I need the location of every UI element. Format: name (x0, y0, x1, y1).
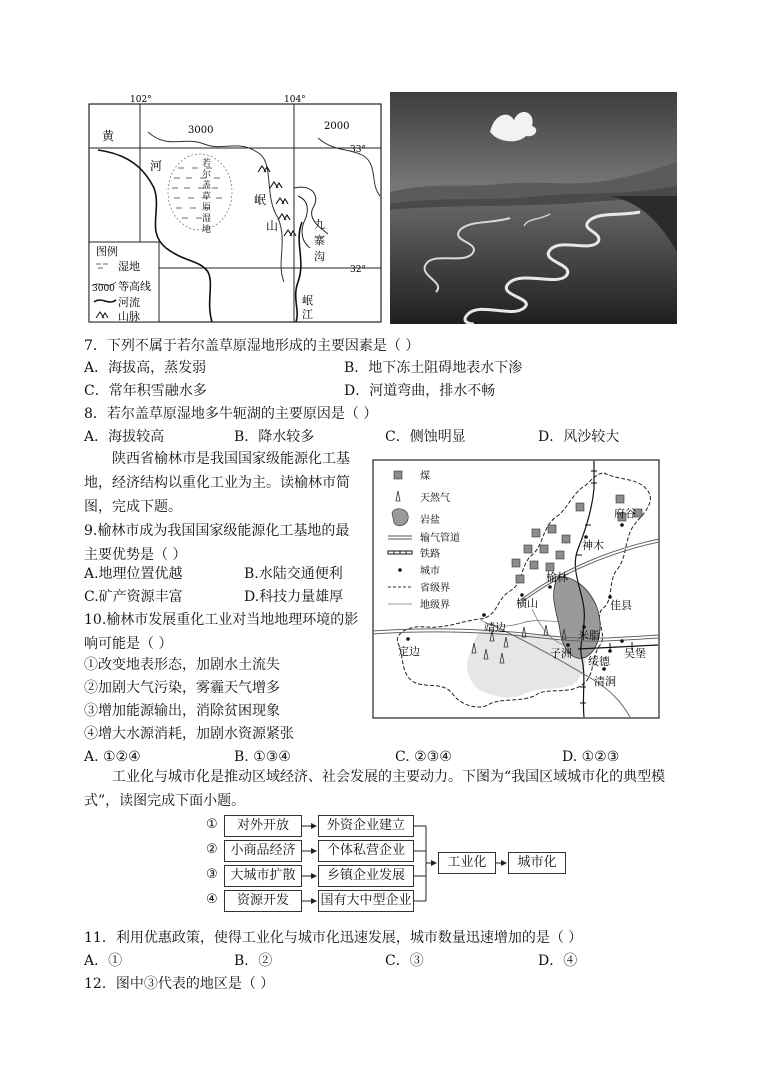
q11-option-c[interactable]: C．③ (385, 953, 424, 969)
legend-mountain: 山脉 (118, 310, 140, 323)
q11-option-d[interactable]: D．④ (538, 953, 578, 969)
q8-option-c[interactable]: C．侧蚀明显 (385, 429, 466, 445)
flow-mid-3: 乡镇企业发展 (318, 865, 414, 887)
city-fugu: 府谷 (614, 507, 636, 520)
city-mizhi: 米脂 (578, 629, 600, 642)
flow-left-4: 资源开发 (224, 890, 302, 912)
city-wubao: 吴堡 (624, 647, 646, 660)
q11-option-a[interactable]: A．① (84, 953, 123, 969)
q7-stem: 7．下列不属于若尔盖草原湿地形成的主要因素是（ ） (84, 338, 420, 354)
wetland-photo (390, 92, 677, 324)
wetland-label-7: 地 (202, 225, 212, 235)
urbanization-intro: 工业化与城市化是推动区域经济、社会发展的主要动力。下图为“我国区域城市化的典型模式”，读图完成下面小题。 (84, 769, 666, 809)
city-yulin: 榆林 (546, 571, 568, 584)
legend-salt: 岩盐 (420, 515, 440, 526)
min-shan-1: 岷 (254, 193, 267, 207)
jiuzhaigou-3: 沟 (314, 250, 325, 263)
place-he: 河 (150, 159, 163, 173)
legend-coal: 煤 (420, 471, 430, 482)
q10-option-c[interactable]: C. ②③④ (395, 749, 452, 765)
flow-num-2: ② (206, 842, 218, 857)
legend-pipeline: 输气管道 (420, 533, 460, 544)
city-zizhou: 子洲 (550, 647, 572, 660)
q9-option-c[interactable]: C.矿产资源丰富 (84, 589, 183, 605)
city-qingjian: 清涧 (594, 675, 616, 688)
place-huang: 黄 (102, 129, 115, 143)
q7-option-b[interactable]: B．地下冻土阻碍地表水下渗 (344, 360, 523, 376)
contour-3000: 3000 (188, 125, 214, 136)
wetland-label-1: 若 (202, 159, 212, 169)
q10-option-b[interactable]: B. ①③④ (234, 749, 291, 765)
q12-stem: 12．图中③代表的地区是（ ） (84, 976, 275, 992)
minjiang-1: 岷 (302, 294, 313, 307)
q9-stem: 9.榆林市成为我国国家级能源化工基地的最主要优势是（ ） (84, 523, 350, 563)
legend-province-border: 省级界 (420, 583, 450, 594)
jiuzhaigou-1: 九 (314, 218, 325, 231)
q7-option-d[interactable]: D．河道弯曲，排水不畅 (344, 383, 496, 399)
q8-option-b[interactable]: B．降水较多 (234, 429, 315, 445)
lat-label-33: 33° (350, 145, 366, 155)
q10-item-1: ①改变地表形态，加剧水土流失 (84, 657, 280, 673)
wetland-label-3: 盖 (202, 181, 212, 191)
lon-label-102: 102° (130, 95, 152, 105)
q10-stem: 10.榆林市发展重化工业对当地地理环境的影响可能是（ ） (84, 612, 359, 652)
flow-arrows (300, 812, 570, 916)
flow-mid-2: 个体私营企业 (318, 840, 414, 862)
q7-option-a[interactable]: A．海拔高，蒸发弱 (84, 360, 207, 376)
wetland-label-6: 湿 (202, 214, 212, 224)
q9-option-b[interactable]: B.水陆交通便利 (244, 566, 343, 582)
legend-gas: 天然气 (420, 493, 450, 504)
flow-left-3: 大城市扩散 (224, 865, 302, 887)
q11-option-b[interactable]: B．② (234, 953, 273, 969)
city-jingbian: 靖边 (484, 621, 506, 634)
legend-prefecture-border: 地级界 (420, 600, 450, 611)
wetland-label-5: 原 (202, 203, 212, 213)
city-jiaxian: 佳县 (610, 599, 632, 612)
map-legend (89, 242, 159, 323)
flow-urbanization: 城市化 (508, 852, 566, 874)
yulin-intro: 陕西省榆林市是我国国家级能源化工基地，经济结构以重化工业为主。读榆林市简图，完成下题。 (84, 451, 350, 515)
city-dingbian: 定边 (398, 645, 420, 658)
q7-option-c[interactable]: C．常年积雪融水多 (84, 383, 207, 399)
q10-option-d[interactable]: D. ①②③ (562, 749, 620, 765)
flow-industrialization: 工业化 (438, 852, 496, 874)
legend-title: 图例 (96, 245, 118, 258)
legend-railway: 铁路 (420, 549, 440, 560)
legend-contour: 等高线 (118, 280, 151, 293)
flow-left-2: 小商品经济 (224, 840, 302, 862)
legend-wetland: 湿地 (118, 260, 140, 273)
legend-contour-value: 3000 (92, 284, 115, 294)
jiuzhaigou-2: 寨 (314, 234, 325, 247)
q11-stem: 11．利用优惠政策，使得工业化与城市化迅速发展，城市数量迅速增加的是（ ） (84, 930, 583, 946)
q10-item-4: ④增大水源消耗，加剧水资源紧张 (84, 726, 294, 742)
q10-option-a[interactable]: A. ①②④ (84, 749, 141, 765)
wetland-label-4: 草 (202, 192, 212, 202)
city-hengshan: 横山 (516, 597, 538, 610)
legend-city: 城市 (420, 566, 440, 577)
q8-option-d[interactable]: D．风沙较大 (538, 429, 620, 445)
q8-stem: 8．若尔盖草原湿地多牛轭湖的主要原因是（ ） (84, 406, 378, 422)
lon-label-104: 104° (284, 95, 306, 105)
city-shenmu: 神木 (582, 539, 604, 552)
min-shan-2: 山 (266, 219, 279, 233)
city-suide: 绥德 (588, 655, 610, 668)
zoige-map (88, 92, 384, 324)
minjiang-2: 江 (302, 308, 313, 321)
legend-river: 河流 (118, 296, 140, 309)
yulin-map (372, 459, 660, 719)
wetland-label-2: 尔 (202, 170, 212, 180)
flow-num-1: ① (206, 817, 218, 832)
flow-mid-1: 外资企业建立 (318, 815, 414, 837)
flow-num-3: ③ (206, 867, 218, 882)
flow-left-1: 对外开放 (224, 815, 302, 837)
q8-option-a[interactable]: A．海拔较高 (84, 429, 165, 445)
q9-option-a[interactable]: A.地理位置优越 (84, 566, 183, 582)
contour-2000: 2000 (324, 121, 350, 132)
flow-mid-4: 国有大中型企业 (318, 890, 414, 912)
q10-item-3: ③增加能源输出，消除贫困现象 (84, 703, 280, 719)
q10-item-2: ②加剧大气污染，雾霾天气增多 (84, 680, 280, 696)
flow-num-4: ④ (206, 892, 218, 907)
q9-option-d[interactable]: D.科技力量雄厚 (244, 589, 344, 605)
lat-label-32: 32° (350, 265, 366, 275)
